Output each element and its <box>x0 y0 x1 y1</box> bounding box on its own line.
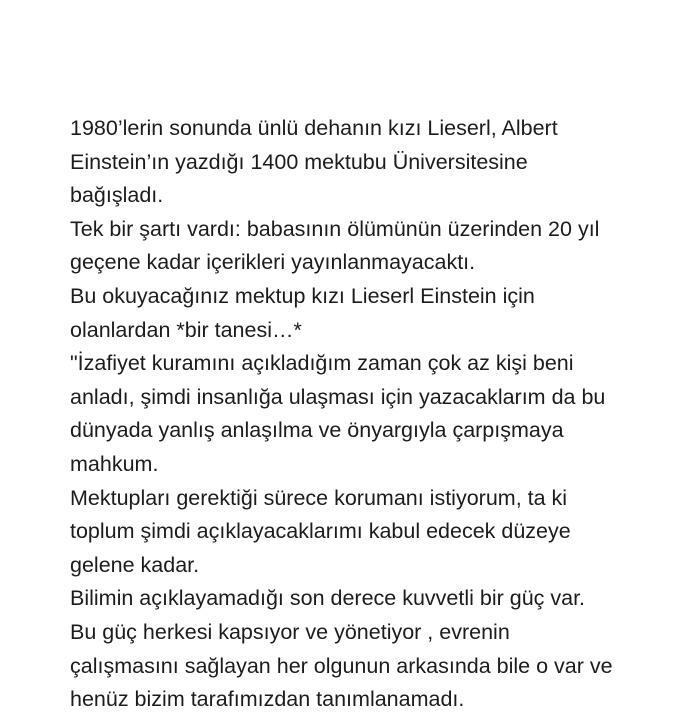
text-line: dünyada yanlış anlaşılma ve önyargıyla çarpışmaya <box>70 418 564 443</box>
text-line: olanlardan *bir tanesi…* <box>70 317 302 342</box>
text-line: çalışmasını sağlayan her olgunun arkasında bile o var ve <box>70 653 613 678</box>
text-line: Einstein’ın yazdığı 1400 mektubu Üniversitesine <box>70 149 528 174</box>
text-line: geçene kadar içerikleri yayınlanmayacaktı. <box>70 250 476 275</box>
text-line: Mektupları gerektiği sürece korumanı istiyorum, ta ki <box>70 485 568 510</box>
text-line: "İzafiyet kuramını açıkladığım zaman çok az kişi beni <box>70 351 574 376</box>
text-line: toplum şimdi açıklayacaklarımı kabul edecek düzeye <box>70 519 571 544</box>
text-line: henüz bizim tarafımızdan tanımlanamadı. <box>70 687 465 712</box>
text-line: anladı, şimdi insanlığa ulaşması için yazacaklarım da bu <box>70 384 606 409</box>
text-line: Tek bir şartı vardı: babasının ölümünün üzerinden 20 yıl <box>70 216 600 241</box>
text-line: Bu güç herkesi kapsıyor ve yönetiyor , evrenin <box>70 619 510 644</box>
text-line: mahkum. <box>70 451 159 476</box>
text-line: gelene kadar. <box>70 552 200 577</box>
text-line: Bu okuyacağınız mektup kızı Lieserl Einstein için <box>70 283 535 308</box>
text-line: 1980’lerin sonunda ünlü dehanın kızı Lieserl, Albert <box>70 116 558 140</box>
text-line: bağışladı. <box>70 183 164 208</box>
letter-text <box>70 112 690 717</box>
text-line: Bilimin açıklayamadığı son derece kuvvetli bir güç var. <box>70 586 586 611</box>
